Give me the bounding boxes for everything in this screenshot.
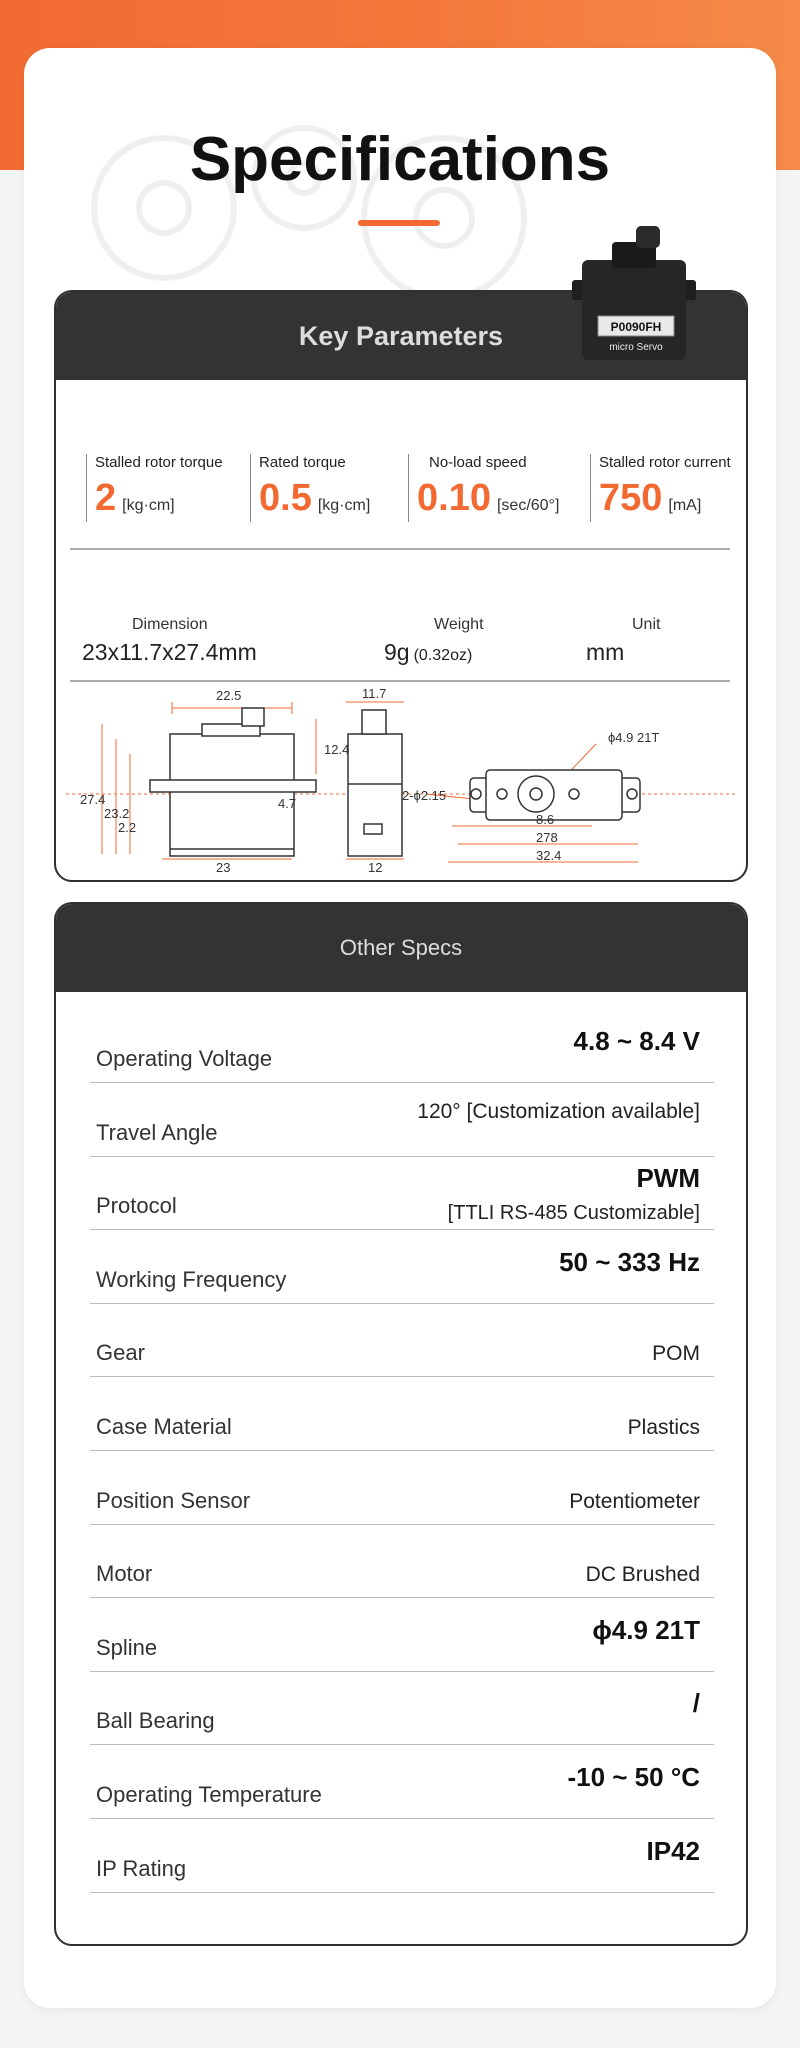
spec-row xyxy=(90,1157,714,1230)
spec-key: Position Sensor xyxy=(96,1487,251,1513)
spec-key: Gear xyxy=(96,1340,145,1366)
divider xyxy=(70,548,730,550)
metric-unit: [kg·cm] xyxy=(317,497,371,514)
spec-row xyxy=(90,1231,714,1304)
spec-row xyxy=(90,1672,714,1745)
spec-row xyxy=(90,1599,714,1672)
spec-value: ϕ4.9 21T xyxy=(592,1614,700,1645)
metric-stalled-torque xyxy=(86,454,223,522)
other-specs-panel xyxy=(54,902,748,1946)
metric-label: Stalled rotor current xyxy=(599,454,731,471)
page-title: Specifications xyxy=(189,125,611,194)
spec-value: -10 ~ 50 °C xyxy=(567,1762,700,1792)
dim-side-top: 11.7 xyxy=(362,686,387,701)
spec-key: Travel Angle xyxy=(96,1119,218,1145)
metric-value: 750 xyxy=(599,477,663,519)
spec-row xyxy=(90,1378,714,1451)
dim-front-bottom: 23 xyxy=(216,860,231,874)
unit-label: Unit xyxy=(632,616,661,633)
dim-front-h1: 12.4 xyxy=(324,742,350,757)
servo-type-label: micro Servo xyxy=(609,342,663,353)
spec-row xyxy=(90,1525,714,1598)
spec-value: DC Brushed xyxy=(585,1563,700,1587)
spec-key: Motor xyxy=(96,1561,153,1587)
spec-value: IP42 xyxy=(646,1835,700,1866)
weight-value: 9g (0.32oz) xyxy=(384,639,473,665)
spec-key: IP Rating xyxy=(96,1855,187,1881)
spec-key: Working Frequency xyxy=(96,1266,287,1292)
spec-row xyxy=(90,1820,714,1893)
metric-label: Rated torque xyxy=(259,454,346,471)
spec-row xyxy=(90,1452,714,1525)
metric-unit: [sec/60°] xyxy=(496,497,560,514)
spec-row xyxy=(90,1304,714,1377)
metric-value: 0.5 xyxy=(259,477,312,519)
spec-value: / xyxy=(692,1688,700,1719)
spec-value: 120° [Customization available] xyxy=(417,1099,700,1123)
dim-top-d1: 8.6 xyxy=(536,812,555,827)
key-parameters-heading: Key Parameters xyxy=(56,292,746,380)
spec-key: Operating Voltage xyxy=(96,1046,273,1071)
dimension-label: Dimension xyxy=(132,616,208,633)
metric-no-load-speed xyxy=(408,454,559,522)
spec-value: 50 ~ 333 Hz xyxy=(559,1246,700,1277)
other-specs-heading: Other Specs xyxy=(56,904,746,992)
dim-top-d3: 32.4 xyxy=(536,848,562,863)
metric-unit: [mA] xyxy=(668,497,702,514)
dimension-drawing xyxy=(66,684,736,874)
gear-watermark-icon xyxy=(54,88,574,308)
dim-front-l3: 2.2 xyxy=(118,820,137,835)
dimension-value: 23x11.7x27.4mm xyxy=(82,639,257,665)
servo-model-label: P0090FH xyxy=(610,320,662,334)
dim-top-hole: 2-ϕ2.15 xyxy=(402,788,447,803)
title-underline xyxy=(358,220,440,226)
dim-front-h2: 4.7 xyxy=(278,796,297,811)
spec-row xyxy=(90,1746,714,1819)
divider xyxy=(70,680,730,682)
dim-front-l1: 27.4 xyxy=(80,792,106,807)
metric-rated-torque xyxy=(250,454,370,522)
weight-label: Weight xyxy=(434,616,484,633)
spec-value: 4.8 ~ 8.4 V xyxy=(573,1026,700,1056)
metric-label: No-load speed xyxy=(429,454,527,471)
metric-value: 0.10 xyxy=(417,477,491,519)
spec-row xyxy=(90,1084,714,1157)
metric-label: Stalled rotor torque xyxy=(95,454,223,471)
spec-value: POM xyxy=(652,1342,700,1366)
spec-card xyxy=(24,48,776,2008)
dim-top-spline: ϕ4.9 21T xyxy=(608,730,660,745)
metric-unit: [kg·cm] xyxy=(122,497,175,514)
dim-top-d2: 278 xyxy=(536,830,558,845)
dim-front-l2: 23.2 xyxy=(104,806,130,821)
spec-value-secondary: [TTLI RS-485 Customizable] xyxy=(447,1202,700,1225)
unit-value: mm xyxy=(586,639,625,665)
spec-value: Plastics xyxy=(627,1416,700,1439)
dim-side-bottom: 12 xyxy=(368,860,383,874)
spec-key: Protocol xyxy=(96,1193,177,1219)
spec-key: Case Material xyxy=(96,1414,232,1439)
spec-key: Operating Temperature xyxy=(96,1782,322,1807)
key-parameters-panel xyxy=(54,290,748,882)
spec-value: PWM xyxy=(636,1163,700,1194)
spec-value: Potentiometer xyxy=(569,1489,700,1513)
metric-stalled-current xyxy=(590,454,731,522)
metric-value: 2 xyxy=(95,477,117,519)
servo-product-image xyxy=(564,220,704,370)
spec-key: Spline xyxy=(96,1634,158,1660)
spec-key: Ball Bearing xyxy=(96,1708,215,1734)
spec-row xyxy=(90,1010,714,1083)
dim-front-top: 22.5 xyxy=(216,688,242,703)
